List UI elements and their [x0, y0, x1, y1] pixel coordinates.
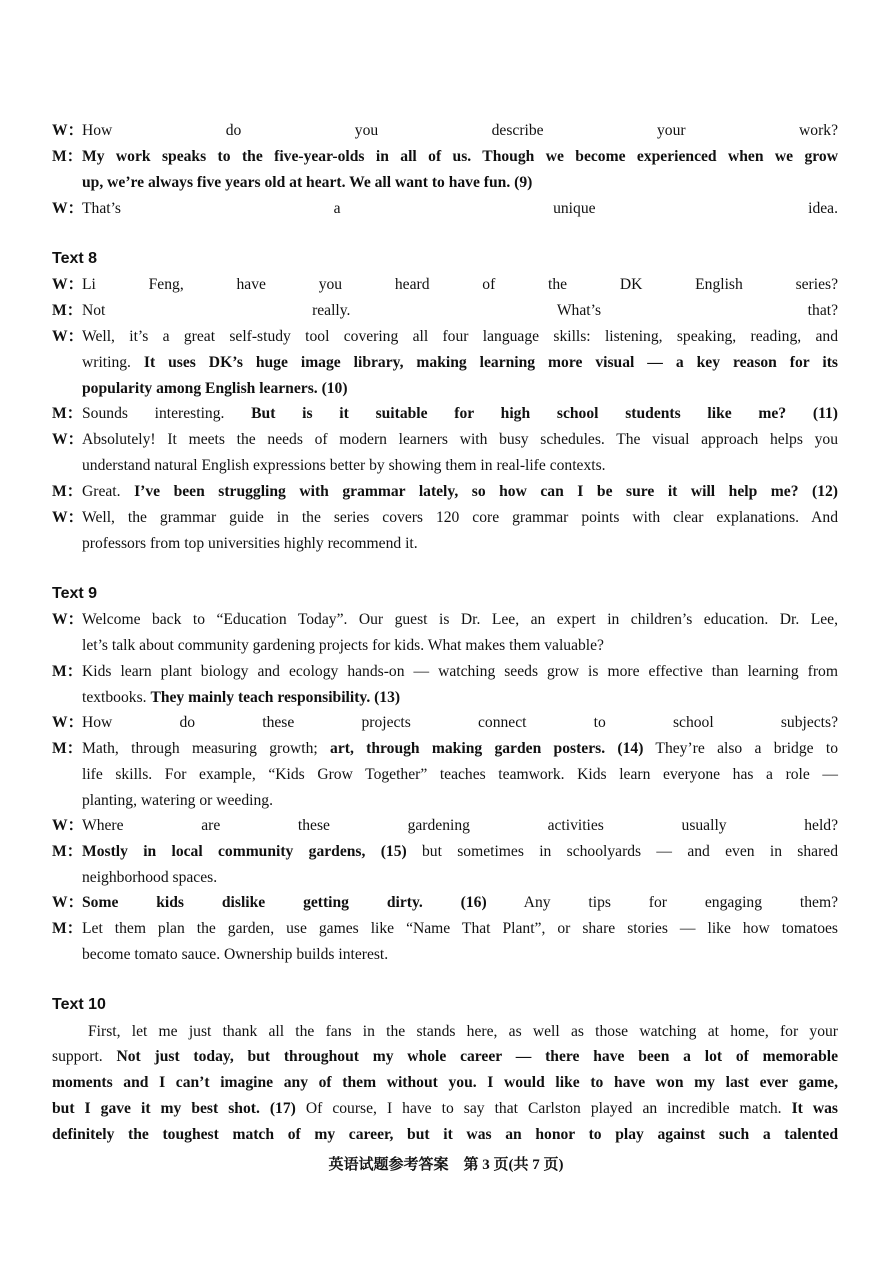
- speaker-label: W：: [52, 611, 84, 628]
- answer-highlight: but I gave it my best shot. (17): [52, 1100, 296, 1117]
- line-22: [52, 710, 838, 736]
- transcript-text: Li Feng, have you heard of the DK English series?: [82, 276, 838, 293]
- transcript-text: That’s a unique idea.: [82, 200, 838, 217]
- line-37: [52, 1122, 838, 1148]
- transcript-text: Where are these gardening activities usually held?: [82, 817, 838, 834]
- answer-highlight: definitely the toughest match of my career, but it was an honor to play against such a talented: [52, 1126, 838, 1143]
- answer-highlight: They mainly teach responsibility. (13): [150, 689, 401, 706]
- line-23: [52, 736, 838, 762]
- line-19: [82, 633, 838, 659]
- line-27: [52, 839, 838, 865]
- answer-highlight: Some kids dislike getting dirty. (16): [82, 894, 487, 911]
- line-25: [82, 788, 838, 814]
- transcript-text: neighborhood spaces.: [82, 869, 218, 886]
- transcript-text: Welcome back to “Education Today”. Our guest is Dr. Lee, an expert in children’s education. Dr. Lee,: [82, 611, 838, 628]
- line-1: [52, 118, 838, 144]
- answer-highlight: It uses DK’s huge image library, making learning more visual — a key reason for its: [143, 354, 838, 371]
- line-16: [82, 531, 838, 557]
- answer-highlight: But is it suitable for high school students like me? (11): [251, 405, 838, 422]
- speaker-label: M：: [52, 483, 83, 500]
- line-35: [52, 1070, 838, 1096]
- line-28: [82, 865, 838, 891]
- line-10: [82, 376, 838, 402]
- transcript-text: planting, watering or weeding.: [82, 792, 273, 809]
- speaker-label: W：: [52, 122, 84, 139]
- speaker-label: W：: [52, 714, 84, 731]
- answer-highlight: popularity among English learners. (10): [82, 380, 348, 397]
- section-heading-text-10: Text 10: [52, 996, 106, 1013]
- line-13: [82, 453, 838, 479]
- transcript-text: let’s talk about community gardening projects for kids. What makes them valuable?: [82, 637, 604, 654]
- transcript-text: Of course, I have to say that Carlston played an incredible match.: [295, 1100, 792, 1117]
- line-2: [52, 144, 838, 170]
- transcript-text: support.: [52, 1048, 117, 1065]
- speaker-label: W：: [52, 328, 84, 345]
- speaker-label: M：: [52, 740, 83, 757]
- speaker-label: W：: [52, 509, 84, 526]
- line-14: [52, 479, 838, 505]
- transcript-text: professors from top universities highly recommend it.: [82, 535, 418, 552]
- line-6: [52, 272, 838, 298]
- answer-highlight: Not just today, but throughout my whole career — there have been a lot of memorable: [116, 1048, 838, 1065]
- line-24: [82, 762, 838, 788]
- answer-highlight: Mostly in local community gardens, (15): [82, 843, 407, 860]
- transcript-text: textbooks.: [82, 689, 151, 706]
- answer-highlight: up, we’re always five years old at heart. We all want to have fun. (9): [82, 174, 533, 191]
- line-3: [82, 170, 838, 196]
- transcript-text: Math, through measuring growth;: [82, 740, 331, 757]
- transcript-text: Not really. What’s that?: [82, 302, 838, 319]
- section-heading-text-8: Text 8: [52, 250, 98, 267]
- transcript-text: How do you describe your work?: [82, 122, 838, 139]
- transcript-text: Absolutely! It meets the needs of modern learners with busy schedules. The visual approach helps you: [82, 431, 838, 448]
- transcript-text: First, let me just thank all the fans in the stands here, as well as those watching at home, for your: [88, 1023, 838, 1040]
- answer-highlight: My work speaks to the five-year-olds in all of us. Though we become experienced when we grow: [82, 148, 838, 165]
- speaker-label: W：: [52, 894, 84, 911]
- line-4: [52, 196, 838, 222]
- answer-highlight: I’ve been struggling with grammar lately, so how can I be sure it will help me? (12): [134, 483, 838, 500]
- speaker-label: W：: [52, 817, 84, 834]
- line-9: [82, 350, 838, 376]
- line-12: [52, 427, 838, 453]
- transcript-text: Any tips for engaging them?: [486, 894, 838, 911]
- speaker-label: M：: [52, 920, 83, 937]
- line-8: [52, 324, 838, 350]
- transcript-text: Let them plan the garden, use games like “Name That Plant”, or share stories — like how tomatoes: [82, 920, 838, 937]
- line-7: [52, 298, 838, 324]
- section-heading-text-9: Text 9: [52, 585, 98, 602]
- transcript-text: Sounds interesting.: [82, 405, 252, 422]
- line-26: [52, 813, 838, 839]
- transcript-text: life skills. For example, “Kids Grow Together” teaches teamwork. Kids learn everyone has a role —: [82, 766, 838, 783]
- transcript-text: They’re also a bridge to: [643, 740, 838, 757]
- speaker-label: M：: [52, 843, 83, 860]
- transcript-text: Well, it’s a great self-study tool covering all four language skills: listening, speaking, reading, and: [82, 328, 838, 345]
- transcript-text: writing.: [82, 354, 144, 371]
- answer-highlight: art, through making garden posters. (14): [330, 740, 644, 757]
- line-36: [52, 1096, 838, 1122]
- line-30: [52, 916, 838, 942]
- line-29: [52, 890, 838, 916]
- line-21: [82, 685, 838, 711]
- answer-highlight: It was: [791, 1100, 838, 1117]
- speaker-label: M：: [52, 302, 83, 319]
- page-footer: 英语试题参考答案 第 3 页(共 7 页): [328, 1157, 564, 1173]
- transcript-text: understand natural English expressions better by showing them in real-life contexts.: [82, 457, 606, 474]
- line-33: [52, 1019, 838, 1045]
- transcript-text: become tomato sauce. Ownership builds interest.: [82, 946, 389, 963]
- line-34: [52, 1044, 838, 1070]
- answer-highlight: moments and I can’t imagine any of them without you. I would like to have won my last ever game,: [52, 1074, 838, 1091]
- transcript-text: Kids learn plant biology and ecology hands-on — watching seeds grow is more effective than learning from: [82, 663, 838, 680]
- speaker-label: W：: [52, 431, 84, 448]
- line-31: [82, 942, 838, 968]
- line-18: [52, 607, 838, 633]
- speaker-label: M：: [52, 405, 83, 422]
- speaker-label: M：: [52, 148, 83, 165]
- speaker-label: W：: [52, 200, 84, 217]
- transcript-text: but sometimes in schoolyards — and even in shared: [406, 843, 838, 860]
- line-20: [52, 659, 838, 685]
- line-15: [52, 505, 838, 531]
- transcript-text: How do these projects connect to school subjects?: [82, 714, 838, 731]
- transcript-text: Well, the grammar guide in the series covers 120 core grammar points with clear explanations. And: [82, 509, 838, 526]
- speaker-label: M：: [52, 663, 83, 680]
- line-11: [52, 401, 838, 427]
- speaker-label: W：: [52, 276, 84, 293]
- transcript-text: Great.: [82, 483, 135, 500]
